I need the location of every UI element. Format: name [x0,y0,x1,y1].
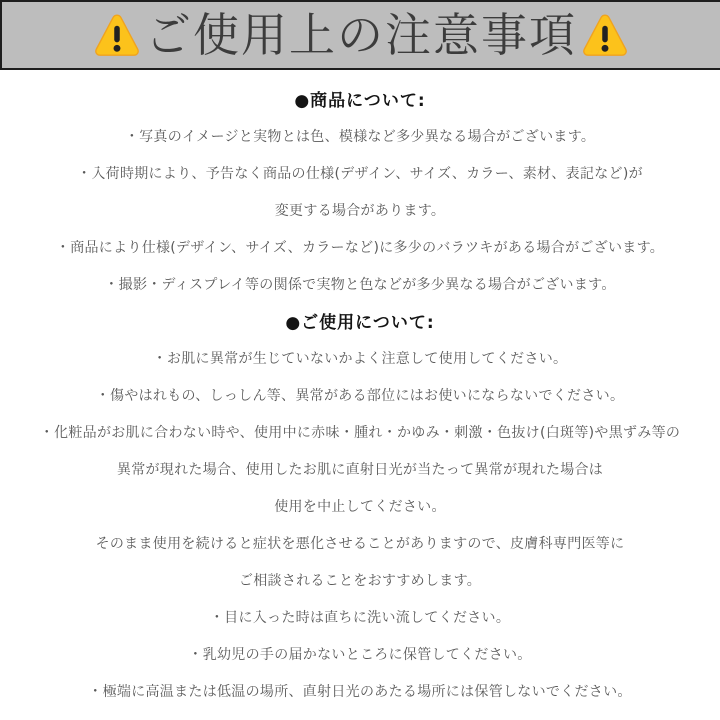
notice-line: ・極端に高温または低温の場所、直射日光のあたる場所には保管しないでください。 [88,683,632,700]
section-heading: ●商品について: [294,91,426,111]
notice-line: ご相談されることをおすすめします。 [238,572,482,589]
notice-line: ・乳幼児の手の届かないところに保管してください。 [188,646,532,663]
notice-line: ・入荷時期により、予告なく商品の仕様(デザイン、サイズ、カラー、素材、表記など)が [77,165,643,182]
notice-line: 変更する場合があります。 [274,202,446,219]
notice-sections [0,70,720,709]
page-title: ご使用上の注意事項 [145,8,577,62]
notice-line: ・商品により仕様(デザイン、サイズ、カラーなど)に多少のバラツキがある場合がございます。 [55,239,665,256]
notice-line: ・写真のイメージと実物とは色、模様など多少異なる場合がございます。 [124,128,596,145]
notice-line: 異常が現れた場合、使用したお肌に直射日光が当たって異常が現れた場合は [116,461,604,478]
notice-line: ・傷やはれもの、しっしん等、異常がある部位にはお使いにならないでください。 [95,387,625,404]
warning-triangle-icon [582,12,628,58]
notice-line: ・撮影・ディスプレイ等の関係で実物と色などが多少異なる場合がございます。 [104,276,616,293]
notice-line: ・お肌に異常が生じていないかよく注意して使用してください。 [152,350,568,367]
notice-line: そのまま使用を続けると症状を悪化させることがありますので、皮膚科専門医等に [95,535,625,552]
section-heading: ●ご使用について: [285,313,435,333]
warning-triangle-icon [94,12,140,58]
notice-line: ・化粧品がお肌に合わない時や、使用中に赤味・腫れ・かゆみ・刺激・色抜け(白斑等)や黒ずみ等の [39,424,681,441]
notice-banner [0,0,720,70]
notice-line: 使用を中止してください。 [274,498,446,515]
notice-line: ・目に入った時は直ちに洗い流してください。 [209,609,511,626]
